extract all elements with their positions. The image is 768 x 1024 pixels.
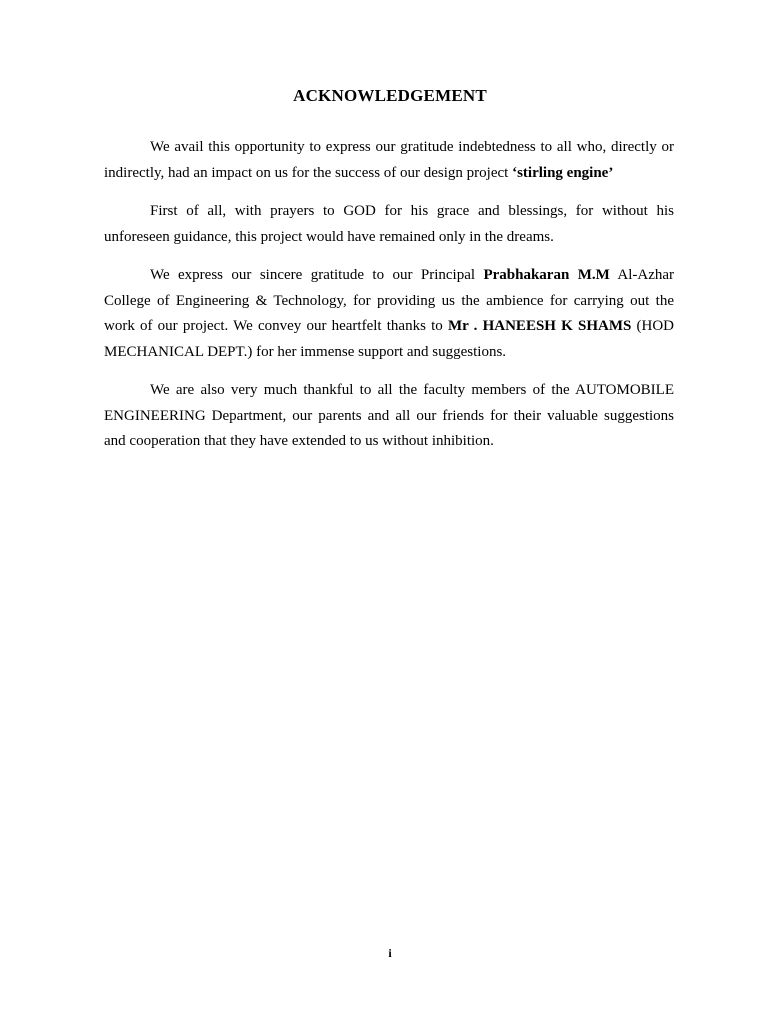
page-number: i — [388, 946, 392, 960]
paragraph-text: We avail this opportunity to express our gratitude indebtedness to all who, directly or indirectly, had an impact on us for the success of our design project — [104, 139, 674, 181]
document-body — [104, 135, 674, 468]
paragraph-project-intro — [104, 135, 674, 186]
paragraph-text: (HOD MECHANICAL DEPT.) for her immense support and suggestions. — [104, 318, 674, 360]
paragraph-text: We express our sincere gratitude to our Principal — [150, 267, 484, 283]
page-title: ACKNOWLEDGEMENT — [293, 86, 487, 105]
hod-name: Mr . HANEESH K SHAMS — [447, 318, 632, 334]
principal-name: Prabhakaran M.M — [483, 267, 610, 283]
paragraph-faculty-thanks — [104, 378, 674, 455]
paragraph-principal-thanks — [104, 263, 674, 365]
project-name: ‘stirling engine’ — [512, 164, 614, 181]
paragraph-text: First of all, with prayers to GOD for his grace and blessings, for without his unforeseen guidance, this project would have remained only in the dreams. — [104, 203, 674, 245]
paragraph-text: Al-Azhar College of Engineering & Technology, for providing us the ambience for carrying out the work of our project. We convey our heartfelt thanks to — [104, 267, 674, 334]
paragraph-prayers — [104, 199, 674, 250]
paragraph-text: We are also very much thankful to all the faculty members of the AUTOMOBILE ENGINEERING Department, our parents and all our friends for their valuable suggestions and cooperation that they have extended to us without inhibition. — [104, 382, 674, 449]
